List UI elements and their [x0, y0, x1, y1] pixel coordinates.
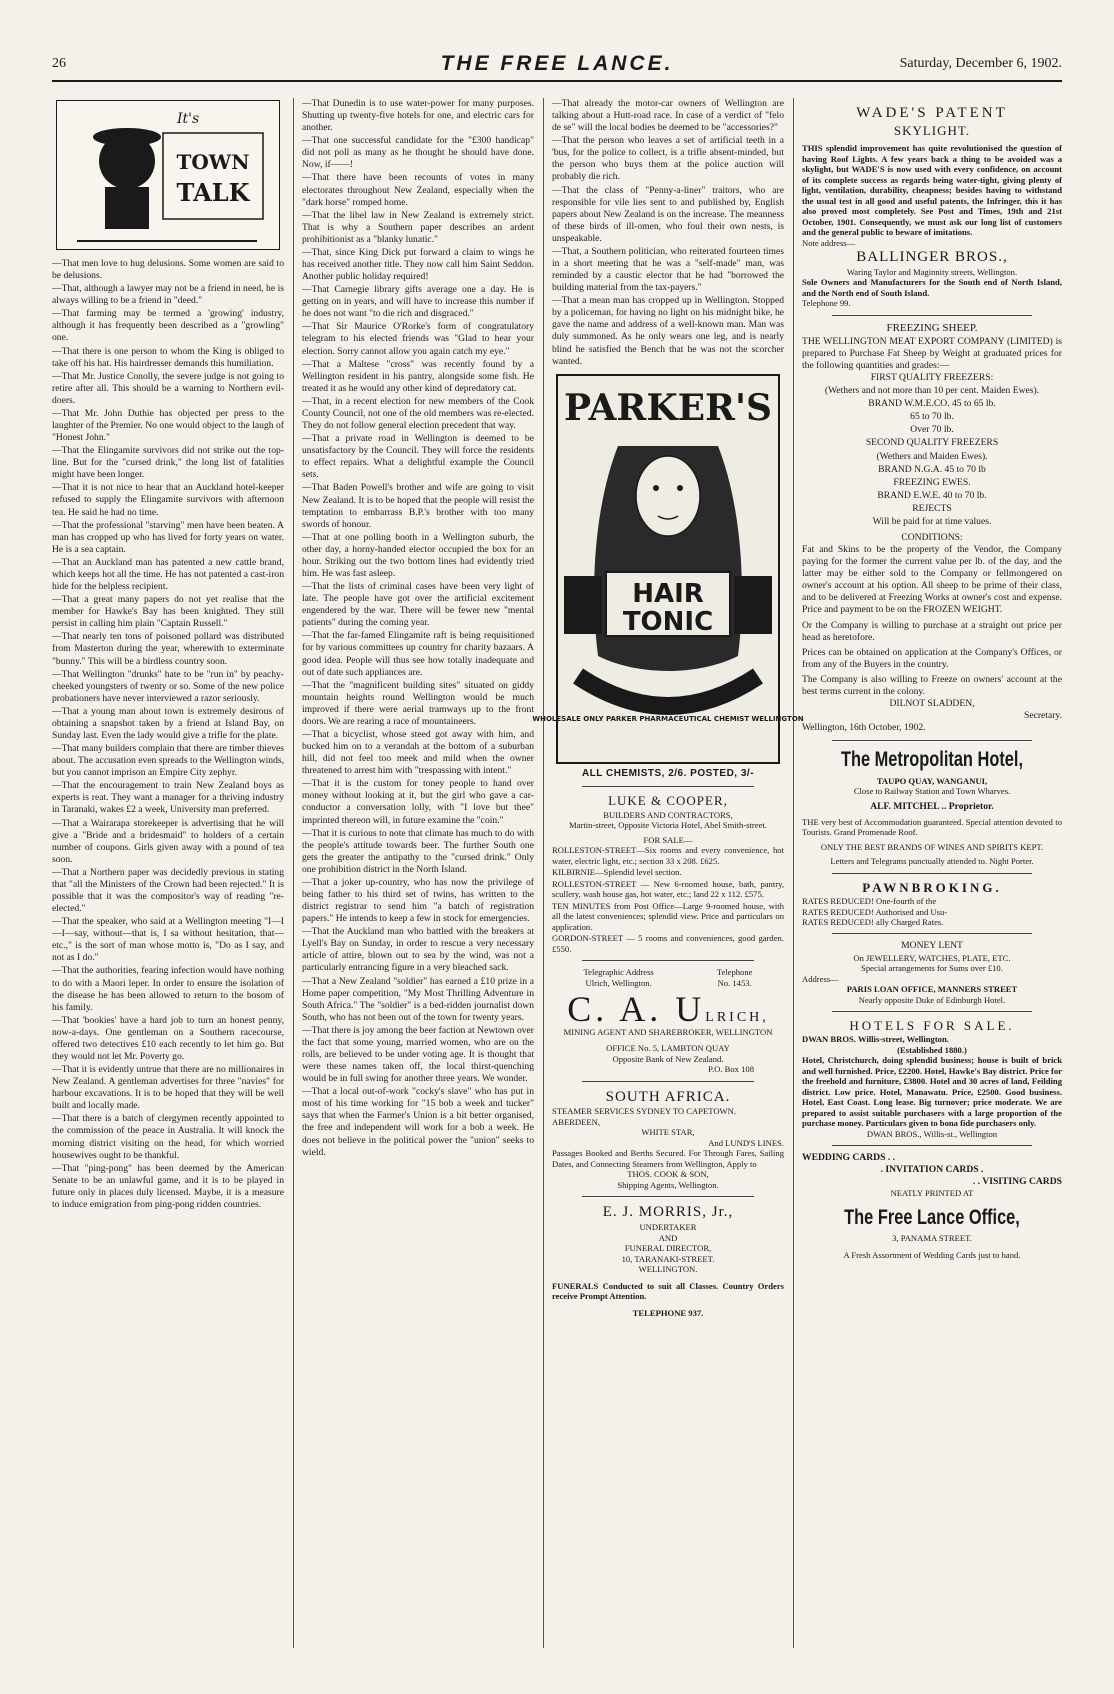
- town-talk-paragraph: —That already the motor-car owners of Wellington are talking about a Hutt-road race. In case of a verdict of "felo de se" will the local bodies be deemed to be "accessories?": [552, 98, 784, 134]
- town-talk-paragraph: —That, although a lawyer may not be a friend in need, he is always willing to be a friend in "deed.": [52, 283, 284, 307]
- town-talk-logo-text: TOWN: [176, 150, 250, 174]
- divider: [582, 1081, 754, 1082]
- town-talk-paragraph: —That Dunedin is to use water-power for many purposes. Shutting up twenty-five hotels for one, and electric cars for another.: [302, 98, 534, 134]
- freezing-grade-line: (Wethers and not more than 10 per cent. Maiden Ewes).: [824, 385, 1040, 397]
- town-talk-paragraph: —That an Auckland man has patented a new cattle brand, which keeps hot all the time. He has not patented a cast-iron hide for the helpless recipient.: [52, 556, 284, 593]
- newspaper-title: THE FREE LANCE.: [440, 52, 674, 75]
- town-talk-paragraph: —That a joker up-country, who has now the privilege of being father to his third set of twins, has written to the district registrar to send him "a batch of registration papers." He intends to keep a few in stock for emergencies.: [302, 876, 534, 925]
- town-talk-paragraph: —That the professional "starving" men have been beaten. A man has cropped up who has lived for forty years on water. He is a sea captain.: [52, 519, 284, 555]
- town-talk-paragraph: —That the far-famed Elingamite raft is being requisitioned for by various committees up country for charity bazaars. A good idea. People will thus see how totally inadequate and out of date such appliances are.: [302, 630, 534, 678]
- town-talk-paragraph: —That the "magnificent building sites" situated on giddy mountain heights round Wellington would be much improved if there were aerial tramways up to the front doors. We are rearing a race of mountaineers.: [302, 679, 534, 727]
- town-talk-paragraph: —That the authorities, fearing infection would have nothing to do with a Maori leper. In order to ensure the isolation of the disease he has been allowed to return to the bosom of his family.: [52, 965, 284, 1013]
- masthead: [52, 52, 1062, 82]
- property-listing: TEN MINUTES from Post Office—Large 9-roomed house, with all the latest conveniences; splendid view. Price and particulars on application.: [552, 900, 784, 932]
- town-talk-paragraph: —That the libel law in New Zealand is extremely strict. That is why a Southern paper describes an ardent prohibitionist as a "blanky lunatic.": [302, 209, 534, 245]
- town-talk-paragraph: —That the Auckland man who battled with the breakers at Lyell's Bay on Sunday, in order to rescue a very necessary article of attire, blown out to sea by the wind, was not a particularly entrancing figure in a very bleached sack.: [302, 926, 534, 974]
- property-listing: KILBIRNIE—Splendid level section.: [552, 867, 682, 878]
- parkers-caption: ALL CHEMISTS, 2/6. POSTED, 3/-: [581, 767, 755, 779]
- town-talk-paragraph: —That Baden Powell's brother and wife are going to visit New Zealand. It is to be hoped that the people will resist the temptation to embarrass B.P.'s brother with too many swords of honour.: [302, 482, 534, 530]
- town-talk-paragraph: —That there is joy among the beer faction at Newtown over the fact that some young, married women, who are on the rolls, are believed to be under voting age. It is thought that were these names taken off, the local thirst-quenching would be in full swing for another three years. We wonder.: [302, 1024, 534, 1085]
- parkers-brand: PARKER'S: [564, 386, 772, 429]
- freezing-grade-line: Will be paid for at time values.: [872, 515, 992, 527]
- property-list: [552, 845, 784, 954]
- freezing-grade-line: BRAND W.M.E.CO. 45 to 65 lb.: [868, 398, 996, 410]
- newspaper-page: [52, 52, 1062, 1652]
- town-talk-paragraph: —That, a Southern politician, who reiterated fourteen times in a short meeting that he was a "self-made" man, was reminded by a caustic elector that he had "borrowed the building material from the tax-payers.": [552, 245, 784, 294]
- freezing-grade-line: BRAND E.W.E. 40 to 70 lb.: [877, 489, 987, 501]
- town-talk-logo: [56, 100, 280, 250]
- town-talk-paragraph: —That men love to hug delusions. Some women are said to be delusions.: [52, 258, 284, 282]
- freezing-grade-line: FIRST QUALITY FREEZERS:: [870, 372, 994, 384]
- column-3-paragraphs: [552, 98, 784, 368]
- town-talk-paragraph: —That one successful candidate for the "£300 handicap" did not poll as many as he thought he should have done. Now, if——!: [302, 135, 534, 171]
- town-talk-paragraph: —That the lists of criminal cases have been very light of late. The people have got over the artificial excitement engendered by the war. There will be fewer new "mental patients" during the coming year.: [302, 581, 534, 629]
- town-talk-paragraph: —That a Northern paper was decidedly previous in stating that "all the Ministers of the Crown had been rejected." It is possible that it was the compositor's way of reading "re-elected.": [52, 866, 284, 915]
- luke-cooper-name: LUKE & COOPER,: [608, 793, 728, 809]
- divider: [832, 873, 1032, 874]
- freezing-sheep-ad: FREEZING SHEEP. THE WELLINGTON MEAT EXPORT COMPANY (LIMITED) is prepared to Purchase Fat Sheep by Weight at graduated prices for the following quantities and grades:— FIRST QUALITY FREEZERS: (Wethers and not more than 10 per cent. Maiden Ewes). BRAND W.M.E.CO. 45 to 65 lb. 65 to 70 lb. Over 70 lb. SECOND QUALITY FREEZERS (Wethers and Maiden Ewes). BRAND N.G.A. 45 to 70 lb FREEZING EWES. BRAND E.W.E. 40 to 70 lb. REJECTS Will be paid for at time values. CONDITIONS: Fat and Skins to be the property of the Vendor, the Company paying for the former the current value per lb. of the day, and the latter may be either sold to the Company or fellmongered on owner's account at his option. All sheep to be prime of their class, and to be delivered at Freezing Works at owner's cost and expense. Price and payment to be on the FROZEN WEIGHT. Or the Company is willing to purchase at a straight out price per head as heretofore. Prices can be obtained on application at the Company's Offices, or from any of the Buyers in the country. The Company is also willing to Freeze on owners' account at the best terms current in the colony. DILNOT SLADDEN, Secretary. Wellington, 16th October, 1902.: [802, 321, 1062, 734]
- freezing-grade-line: SECOND QUALITY FREEZERS: [865, 437, 999, 449]
- divider: [832, 933, 1032, 934]
- town-talk-paragraph: —That the class of "Penny-a-liner" traitors, who are responsible for vile lies sent to and published by, English papers about New Zealand is on the increase. The meanness of these birds of ill-omen, who foul their own nests, is unspeakable.: [552, 184, 784, 244]
- town-talk-paragraph: —That nearly ten tons of poisoned pollard was distributed from Masterton during the year, wherewith to exterminate "bunny." This will be a birdless country soon.: [52, 631, 284, 667]
- property-listing: ROLLESTON-STREET—Six rooms and every convenience, hot water, electric light, etc.; section 33 x 208. £625.: [552, 845, 784, 866]
- town-talk-paragraph: —That Sir Maurice O'Rorke's form of congratulatory telegram to his elected friends was "Glad to hear your election. Sorry cannot allow you again catch my eye.": [302, 321, 534, 357]
- wades-skylight-ad: WADE'S PATENT SKYLIGHT. THIS splendid improvement has quite revolutionised the question of having Roof Lights. A few years back a thing to be avoided was a skylight, but WADE'S is now used with every confidence, on account of its complete success as regards being water-tight, giving plenty of light, ventilation, durability, cheapness; besides having to withstand the usual test in all good and useful patents, the Infringer, this it has also proved most completely. See Post and Times, 19th and 21st October, 1901. Consequently, we must ask our long list of customers and the general public to beware of imitations. Note address— BALLINGER BROS., Waring Taylor and Maginnity streets, Wellington. Sole Owners and Manufacturers for the South end of North Island, and the North end of South Island. Telephone 99.: [802, 105, 1062, 309]
- divider: [832, 740, 1032, 741]
- parkers-product-tonic: TONIC: [622, 606, 714, 637]
- column-2-paragraphs: [302, 98, 534, 1159]
- freezing-grade-line: REJECTS: [912, 502, 952, 514]
- parkers-maker: WHOLESALE ONLY PARKER PHARMACEUTICAL CHEMIST WELLINGTON: [532, 714, 804, 723]
- free-lance-office-ad: WEDDING CARDS . . . INVITATION CARDS . . . VISITING CARDS NEATLY PRINTED AT The Free Lance Office, 3, PANAMA STREET. A Fresh Assortment of Wedding Cards just to hand.: [802, 1152, 1062, 1260]
- town-talk-paragraph: —That Mr. Justice Conolly, the severe judge is not going to retire after all. This should be a warning to Northern evil-doers.: [52, 370, 284, 406]
- town-talk-paragraph: —That 'bookies' have a hard job to turn an honest penny, now-a-days. One gentleman on a Southern racecourse, offered two detectives £10 each recently to let him go. But they would not let Mr. Poverty go.: [52, 1014, 284, 1062]
- column-1-paragraphs: [52, 258, 284, 1211]
- column-rule: [543, 98, 544, 1648]
- divider: [582, 960, 754, 961]
- town-talk-paragraph: —That many builders complain that there are timber thieves about. The accusation even spreads to the Wellington winds, but you cannot imprison an Empire City zephyr.: [52, 743, 284, 779]
- hotels-for-sale-ad: HOTELS FOR SALE. DWAN BROS. Willis-street, Wellington. (Established 1880.) Hotel, Christchurch, doing splendid business; house is built of brick and well furnished. Price, £2200. Hotel, Hawke's Bay district. Price for the freehold and furniture, £3800. Hotel and 30 acres of land, Feilding district. Low price. Hotel, Manawatu. Price, £2500. Good business. Hotel, East Coast. Long lease. Big turnover; price moderate. We are prepared to assist suitable purchasers with a large proportion of the purchase money. Particulars given to bona fide purchasers only. DWAN BROS., Willis-st., Wellington: [802, 1017, 1062, 1139]
- luke-cooper-ad: LUKE & COOPER, BUILDERS AND CONTRACTORS, Martin-street, Opposite Victoria Hotel, Abel Smith-street. FOR SALE— ROLLESTON-STREET—Six rooms and every convenience, hot water, electric light, etc.; section 33 x 208. £625. KILBIRNIE—Splendid level section. ROLLESTON-STREET — New 6-roomed house, bath, pantry, scullery, wash house gas, hot water, etc.; land 22 x 112. £575. TEN MINUTES from Post Office—Large 9-roomed house, with all the latest conveniences; splendid view. Price and particulars on application. GORDON-STREET — 5 rooms and conveniences, good garden. £550.: [552, 793, 784, 954]
- town-talk-paragraph: —That, since King Dick put forward a claim to wings he has received another title. They now call him Saint Seddon. Another public holiday required!: [302, 246, 534, 283]
- ulrich-name: C. A. ULRICH,: [567, 988, 769, 1029]
- town-talk-paragraph: —That it is not nice to hear that an Auckland hotel-keeper refused to supply the Elingamite survivors with afternoon tea. He said he had no time.: [52, 482, 284, 518]
- town-talk-paragraph: —That a mean man has cropped up in Wellington. Stopped by a policeman, for having no light on his midnight bike, he gave the name and address of a well-known man. Man was duly summoned. As he only wears one leg, and is nearly blind he satisfied the Bench that he was not the scorcher wanted.: [552, 295, 784, 367]
- town-talk-paragraph: —That a local out-of-work "cocky's slave" who has put in most of his time working for "15 bob a week and tucker" says that when the Farmer's Union is a bit better organised, the free and independent will work for a bob a week. He does not believe in the political power the "union" seeks to wield.: [302, 1086, 534, 1158]
- column-town-talk-continued: [302, 98, 534, 1648]
- freezing-grade-line: (Wethers and Maiden Ewes).: [876, 450, 988, 462]
- divider: [582, 786, 754, 787]
- parkers-hair-tonic-ad: [532, 374, 804, 764]
- column-rule: [293, 98, 294, 1648]
- town-talk-paragraph: —That it is curious to note that climate has much to do with the people's attitude towards beer. The further South one gets the greater the antipathy to the "cursed drink." Only one prohibition district in the North Island.: [302, 827, 534, 875]
- parkers-illustration: [532, 376, 804, 762]
- town-talk-paragraph: —That it is evidently untrue that there are no millionaires in New Zealand. A gentleman advertises for three "navies" for harbour excavations. It is to be hoped that they will be well built and locally made.: [52, 1064, 284, 1112]
- town-talk-paragraph: —That a bicyclist, whose steed got away with him, and bucked him on to a verandah at the bottom of a suburban hill, did not feel too meek and mild when the owner threatened to arrest him with "trespassing with intent.": [302, 728, 534, 777]
- town-talk-paragraph: —That Wellington "drunks" hate to be "run in" by peachy-cheeked youngsters of twenty or so. Some of the new police probationers have never interviewed a razor seriously.: [52, 668, 284, 704]
- town-talk-paragraph: —That farming may be termed a 'growing' industry, although it has frequently been described as a "growling" one.: [52, 308, 284, 344]
- freezing-grade-line: FREEZING EWES.: [893, 476, 971, 488]
- town-talk-paragraph: —That it is the custom for toney people to hand over money without looking at it, but the girl who gave a car-conductor a conversation lolly, with "I love but thee" imprinted thereon will, in future examine the "coin.": [302, 778, 534, 826]
- property-listing: GORDON-STREET — 5 rooms and conveniences, good garden. £550.: [552, 933, 784, 954]
- freezing-grade-line: 65 to 70 lb.: [910, 411, 954, 423]
- pawnbroking-ad: PAWNBROKING. RATES REDUCED! One-fourth of the RATES REDUCED! Authorised and Usu- RATES REDUCED! ally Charged Rates.: [802, 879, 1002, 927]
- town-talk-paragraph: —That a New Zealand "soldier" has earned a £10 prize in a Home paper competition, "My Most Thrilling Adventure in South Africa." The "soldier" is a bed-ridden journalist down South, who has not been out of the town for twenty years.: [302, 975, 534, 1023]
- town-talk-paragraph: —That there is one person to whom the King is obliged to take off his hat. His hairdresser demands this humiliation.: [52, 345, 284, 369]
- parkers-product-hair: HAIR: [632, 578, 704, 609]
- town-talk-paragraph: —That the Elingamite survivors did not strike out the top-line. But for the "cursed drink," the long list of fatalities might have been longer.: [52, 445, 284, 481]
- town-talk-paragraph: —That a great many papers do not yet realise that the member for Hawke's Bay has been knighted. They still persist in calling him plain "Captain Russell.": [52, 594, 284, 630]
- south-africa-ad: SOUTH AFRICA. STEAMER SERVICES SYDNEY TO CAPETOWN. ABERDEEN, WHITE STAR, And LUND'S LINES. Passages Booked and Berths Secured. For Through Fares, Sailing Dates, and Connecting Steamers from Wellington, Apply to THOS. COOK & SON, Shipping Agents, Wellington.: [552, 1088, 784, 1190]
- svg-text:It's: It's: [177, 111, 200, 127]
- town-talk-paragraph: —That a Wairarapa storekeeper is advertising that he will give a "Bride and a bridesmaid" to holders of a certain number of coupons. Girls given away with a pound of tea soon.: [52, 817, 284, 865]
- town-talk-paragraph: —That Mr. John Duthie has objected per press to the laughter of the Premier. No one would object to the laugh of "Honest John.": [52, 407, 284, 444]
- town-talk-paragraph: —That, in a recent election for new members of the Cook County Council, not one of the old members was re-elected. They do not follow general election precedent that way.: [302, 395, 534, 432]
- town-talk-paragraph: —That there is a batch of clergymen recently appointed to the commission of the peace in Australia. It will knock the morning district visiting on the head, for which worried housewives ought to be thankful.: [52, 1113, 284, 1161]
- money-lent-ad: MONEY LENT On JEWELLERY, WATCHES, PLATE, ETC. Special arrangements for Sums over £10. Address— PARIS LOAN OFFICE, MANNERS STREET Nearly opposite Duke of Edinburgh Hotel.: [802, 940, 1018, 1005]
- ulrich-ad: Telegraphic Address Ulrich, Wellington. Telephone No. 1453. C. A. ULRICH, MINING AGENT AND SHAREBROKER, WELLINGTON OFFICE No. 5, LAMBTON QUAY Opposite Bank of New Zealand. P.O. Box 108: [552, 967, 784, 1075]
- freezing-grades: [802, 372, 1062, 528]
- svg-text:TALK: TALK: [176, 178, 250, 207]
- morris-undertaker-ad: E. J. MORRIS, Jr., UNDERTAKER AND FUNERAL DIRECTOR, 10, TARANAKI-STREET. WELLINGTON. FUNERALS Conducted to suit all Classes. Country Orders receive Prompt Attention. TELEPHONE 937.: [552, 1204, 784, 1318]
- town-talk-paragraph: —That a private road in Wellington is deemed to be unsatisfactory by the Council. They will force the residents to effect repairs. What a delightful example the Council sets.: [302, 433, 534, 481]
- town-talk-paragraph: —That Carnegie library gifts average one a day. He is getting on in years, and will have to increase this number if he does not want "to die rich and disgraced.": [302, 284, 534, 320]
- town-talk-paragraph: —That there have been recounts of votes in many electorates throughout New Zealand, especially when the "dark horse" romped home.: [302, 172, 534, 208]
- metropolitan-hotel-ad: The Metropolitan Hotel, TAUPO QUAY, WANGANUI, Close to Railway Station and Town Wharves. ALF. MITCHEL .. Proprietor. THE very best of Accommodation guaranteed. Special attention devoted to Tourists. Grand Promenade Roof. ONLY THE BEST BRANDS OF WINES AND SPIRITS KEPT. Letters and Telegrams punctually attended to. Night Porter.: [802, 748, 1062, 867]
- town-talk-paragraph: —That a Maltese "cross" was recently found by a Wellington resident in his pantry, alongside some fish. He treated it as he would any other kind of depredatory cat.: [302, 358, 534, 394]
- divider: [832, 315, 1032, 316]
- issue-date: Saturday, December 6, 1902.: [899, 56, 1062, 71]
- column-three: [532, 98, 804, 1648]
- freezing-grade-line: BRAND N.G.A. 45 to 70 lb: [878, 463, 986, 475]
- town-talk-paragraph: —That the encouragement to train New Zealand boys as experts is reat. They want a manager for a thriving industry in Taranaki, wakes £2 a week, University man preferred.: [52, 780, 284, 816]
- town-talk-paragraph: —That a young man about town is extremely desirous of obtaining a snapshot taken by a friend at Island Bay, on Sunday last. Even the lady would give a trifle for the plate.: [52, 705, 284, 741]
- town-talk-illustration: [57, 101, 279, 249]
- column-advertisements: [802, 98, 1062, 1648]
- divider: [832, 1011, 1032, 1012]
- town-talk-paragraph: —That the person who leaves a set of artificial teeth in a 'bus, for the police to collect, is a trifle absent-minded, but the person who buys them at the police auction will probably die rich.: [552, 135, 784, 183]
- column-rule: [793, 98, 794, 1648]
- page-number: 26: [52, 56, 66, 71]
- town-talk-paragraph: —That "ping-pong" has been deemed by the American Senate to be an unlawful game, and it is to be played in future only in places duly licensed. Maybe, it is a measure to induce emigration from ping-pong ridden countries.: [52, 1162, 284, 1210]
- town-talk-paragraph: —That at one polling booth in a Wellington suburb, the other day, a horny-handed elector occupied the box for an hour. Striking out the two bottom lines had evidently tried him. He was fast asleep.: [302, 531, 534, 579]
- column-town-talk: [52, 98, 284, 1648]
- town-talk-paragraph: —That the speaker, who said at a Wellington meeting "I—I—I—say, without—that is, I sa without hesitation, that—etc.," is the sort of man whose motto is, "Do as I say, and not as I do.": [52, 916, 284, 964]
- divider: [832, 1145, 1032, 1146]
- freezing-grade-line: Over 70 lb.: [910, 424, 954, 436]
- divider: [582, 1196, 754, 1197]
- property-listing: ROLLESTON-STREET — New 6-roomed house, bath, pantry, scullery, wash house gas, hot water, etc.; land 22 x 112. £575.: [552, 878, 784, 900]
